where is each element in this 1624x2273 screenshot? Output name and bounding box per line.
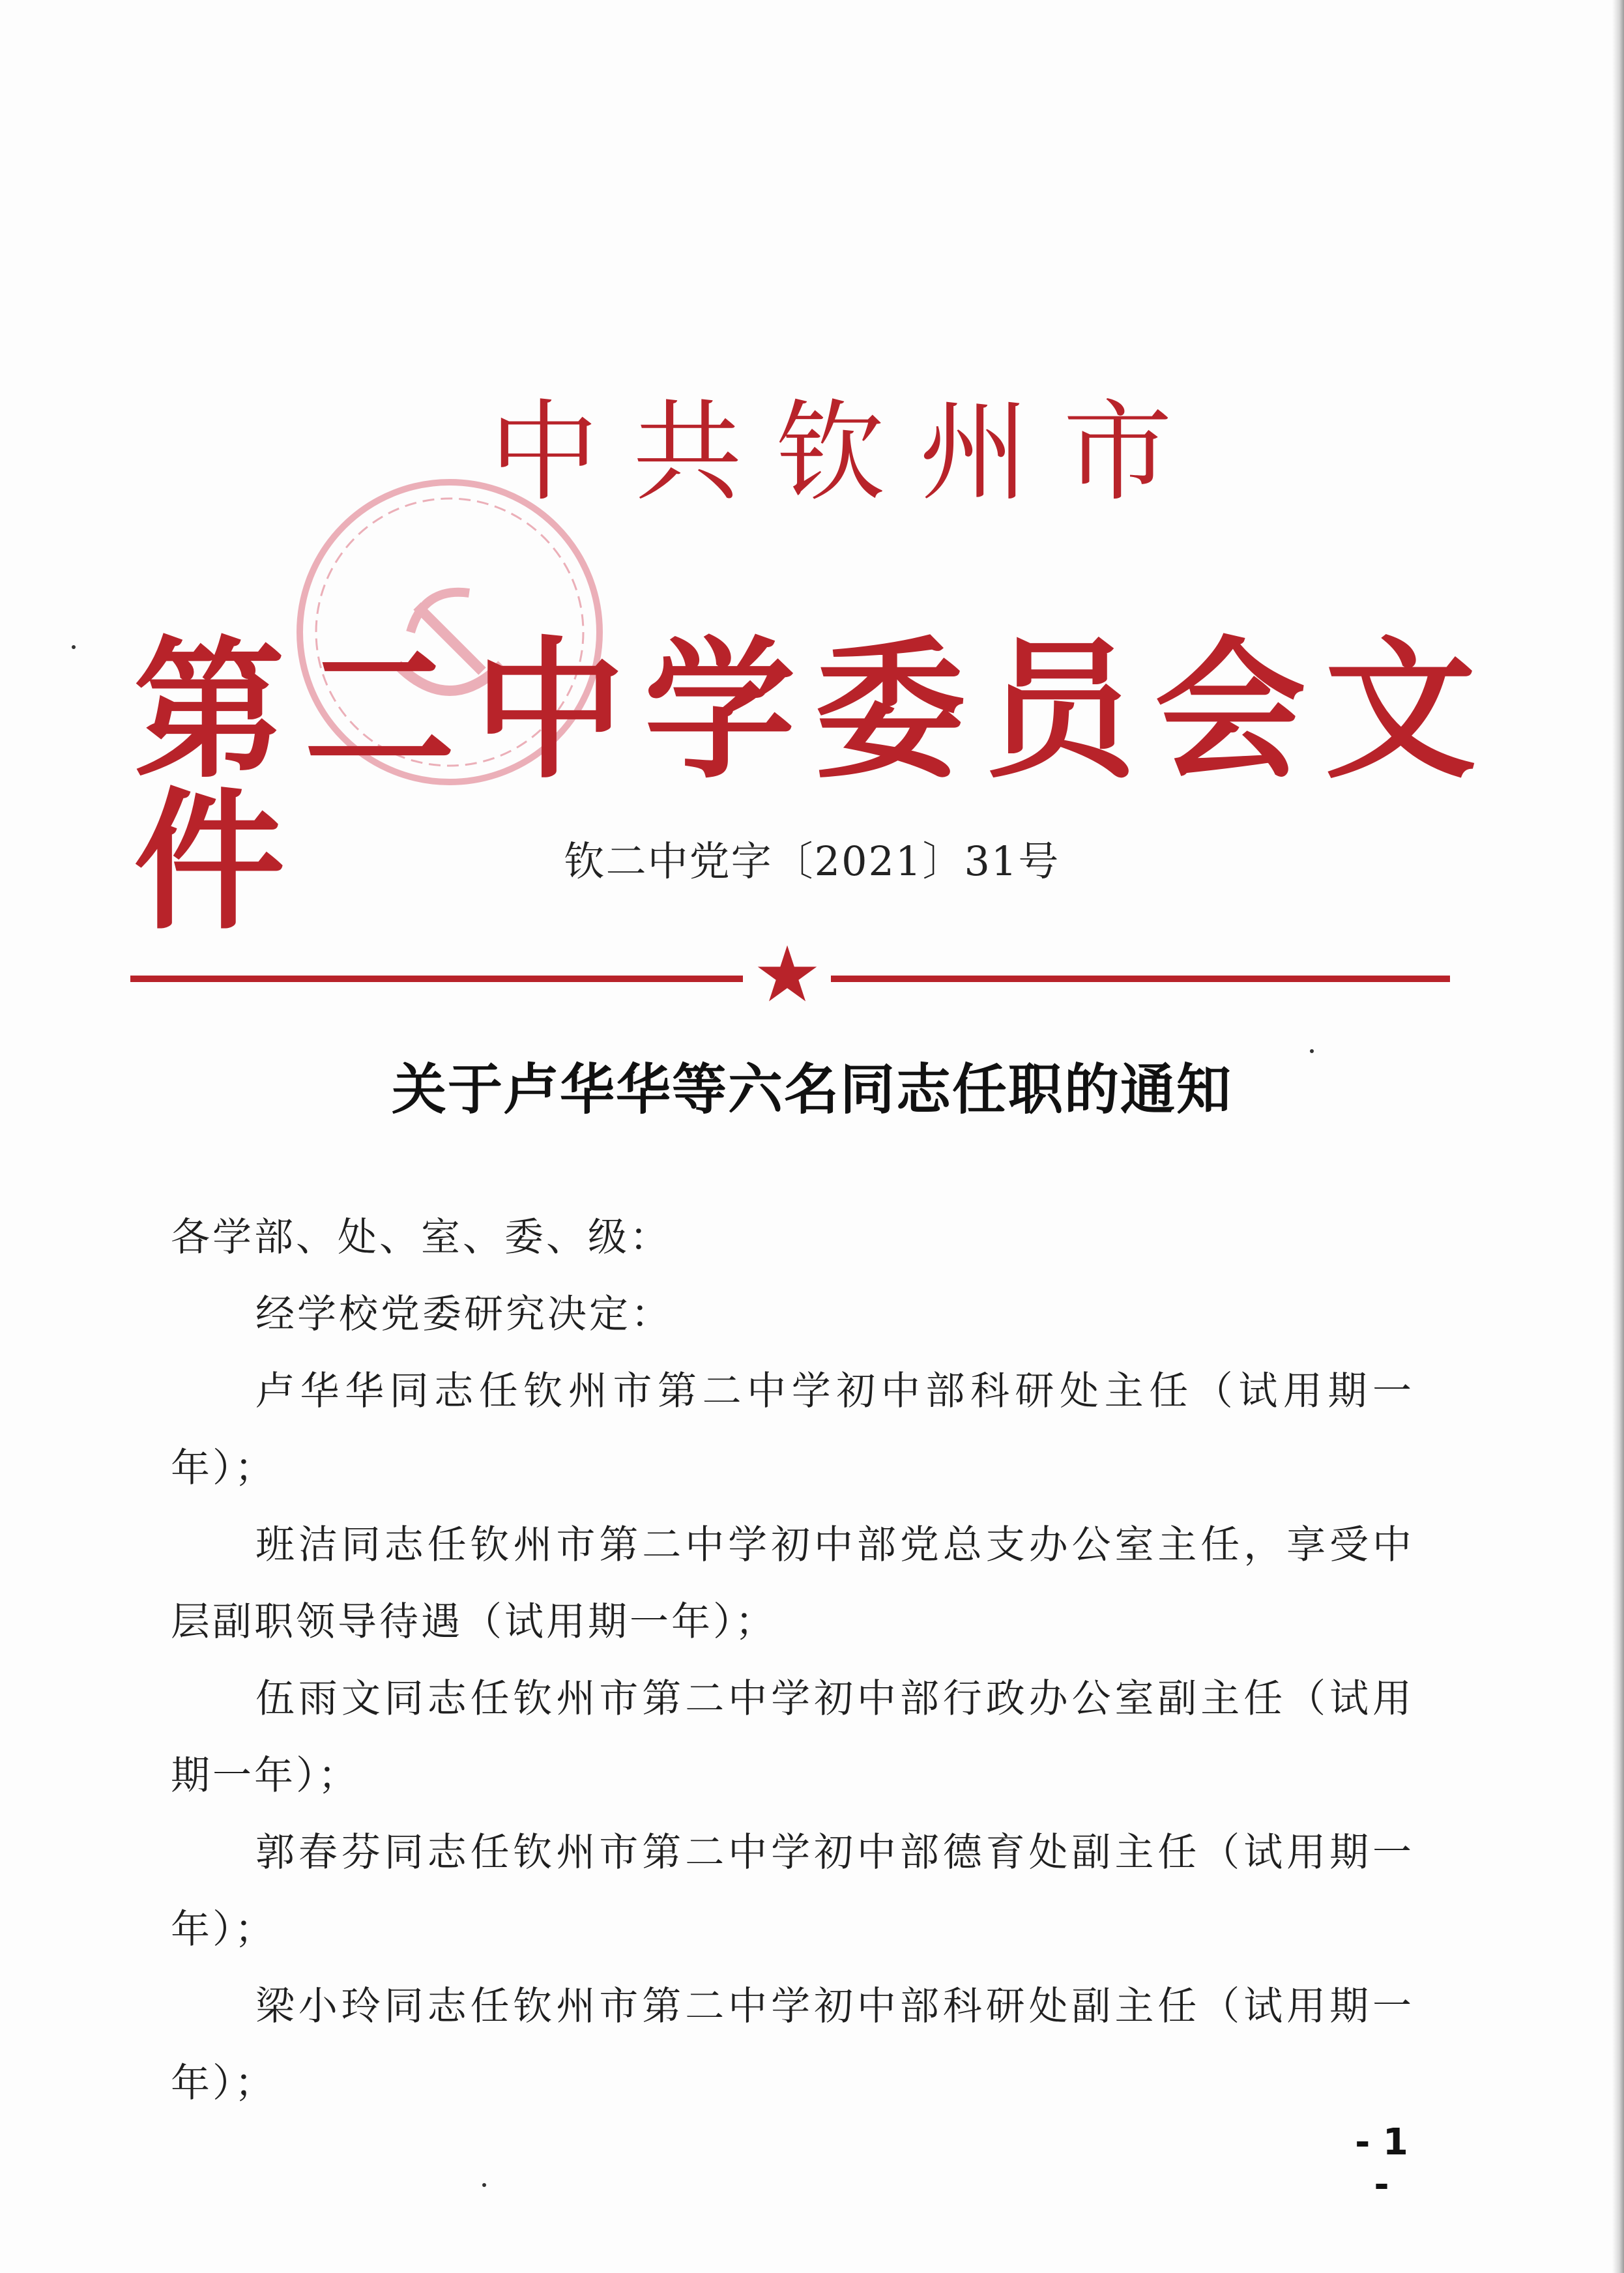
page-number: - 1 - — [1355, 2121, 1408, 2206]
paragraph: 郭春芬同志任钦州市第二中学初中部德育处副主任（试用期一年）； — [171, 1830, 1414, 1952]
scan-speck — [72, 645, 76, 649]
notice-title: 关于卢华华等六名同志任职的通知 — [391, 1057, 1232, 1122]
notice-body — [171, 1199, 1414, 2122]
header-org-line2: 第二中学委员会文件 — [134, 623, 1476, 950]
scan-speck — [1310, 1049, 1314, 1053]
scan-speck — [482, 2183, 486, 2187]
paragraph: 梁小玲同志任钦州市第二中学初中部科研处副主任（试用期一年）； — [171, 1984, 1414, 2106]
header-org-line1: 中共钦州市 — [489, 388, 1206, 516]
paragraph: 班洁同志任钦州市第二中学初中部党总支办公室主任，享受中层副职领导待遇（试用期一年）； — [171, 1522, 1414, 1645]
paragraph: 卢华华同志任钦州市第二中学初中部科研处主任（试用期一年）； — [171, 1368, 1414, 1491]
star-icon: ★ — [753, 929, 822, 1019]
document-number: 钦二中党字〔2021〕31号 — [564, 837, 1060, 885]
paragraph: 伍雨文同志任钦州市第二中学初中部行政办公室副主任（试用期一年）； — [171, 1676, 1414, 1799]
red-rule-right — [831, 976, 1450, 982]
red-rule-left — [130, 976, 743, 982]
page-edge — [1612, 0, 1624, 2273]
salutation: 各学部、处、室、委、级： — [171, 1215, 671, 1260]
paragraph: 经学校党委研究决定： — [255, 1292, 673, 1337]
